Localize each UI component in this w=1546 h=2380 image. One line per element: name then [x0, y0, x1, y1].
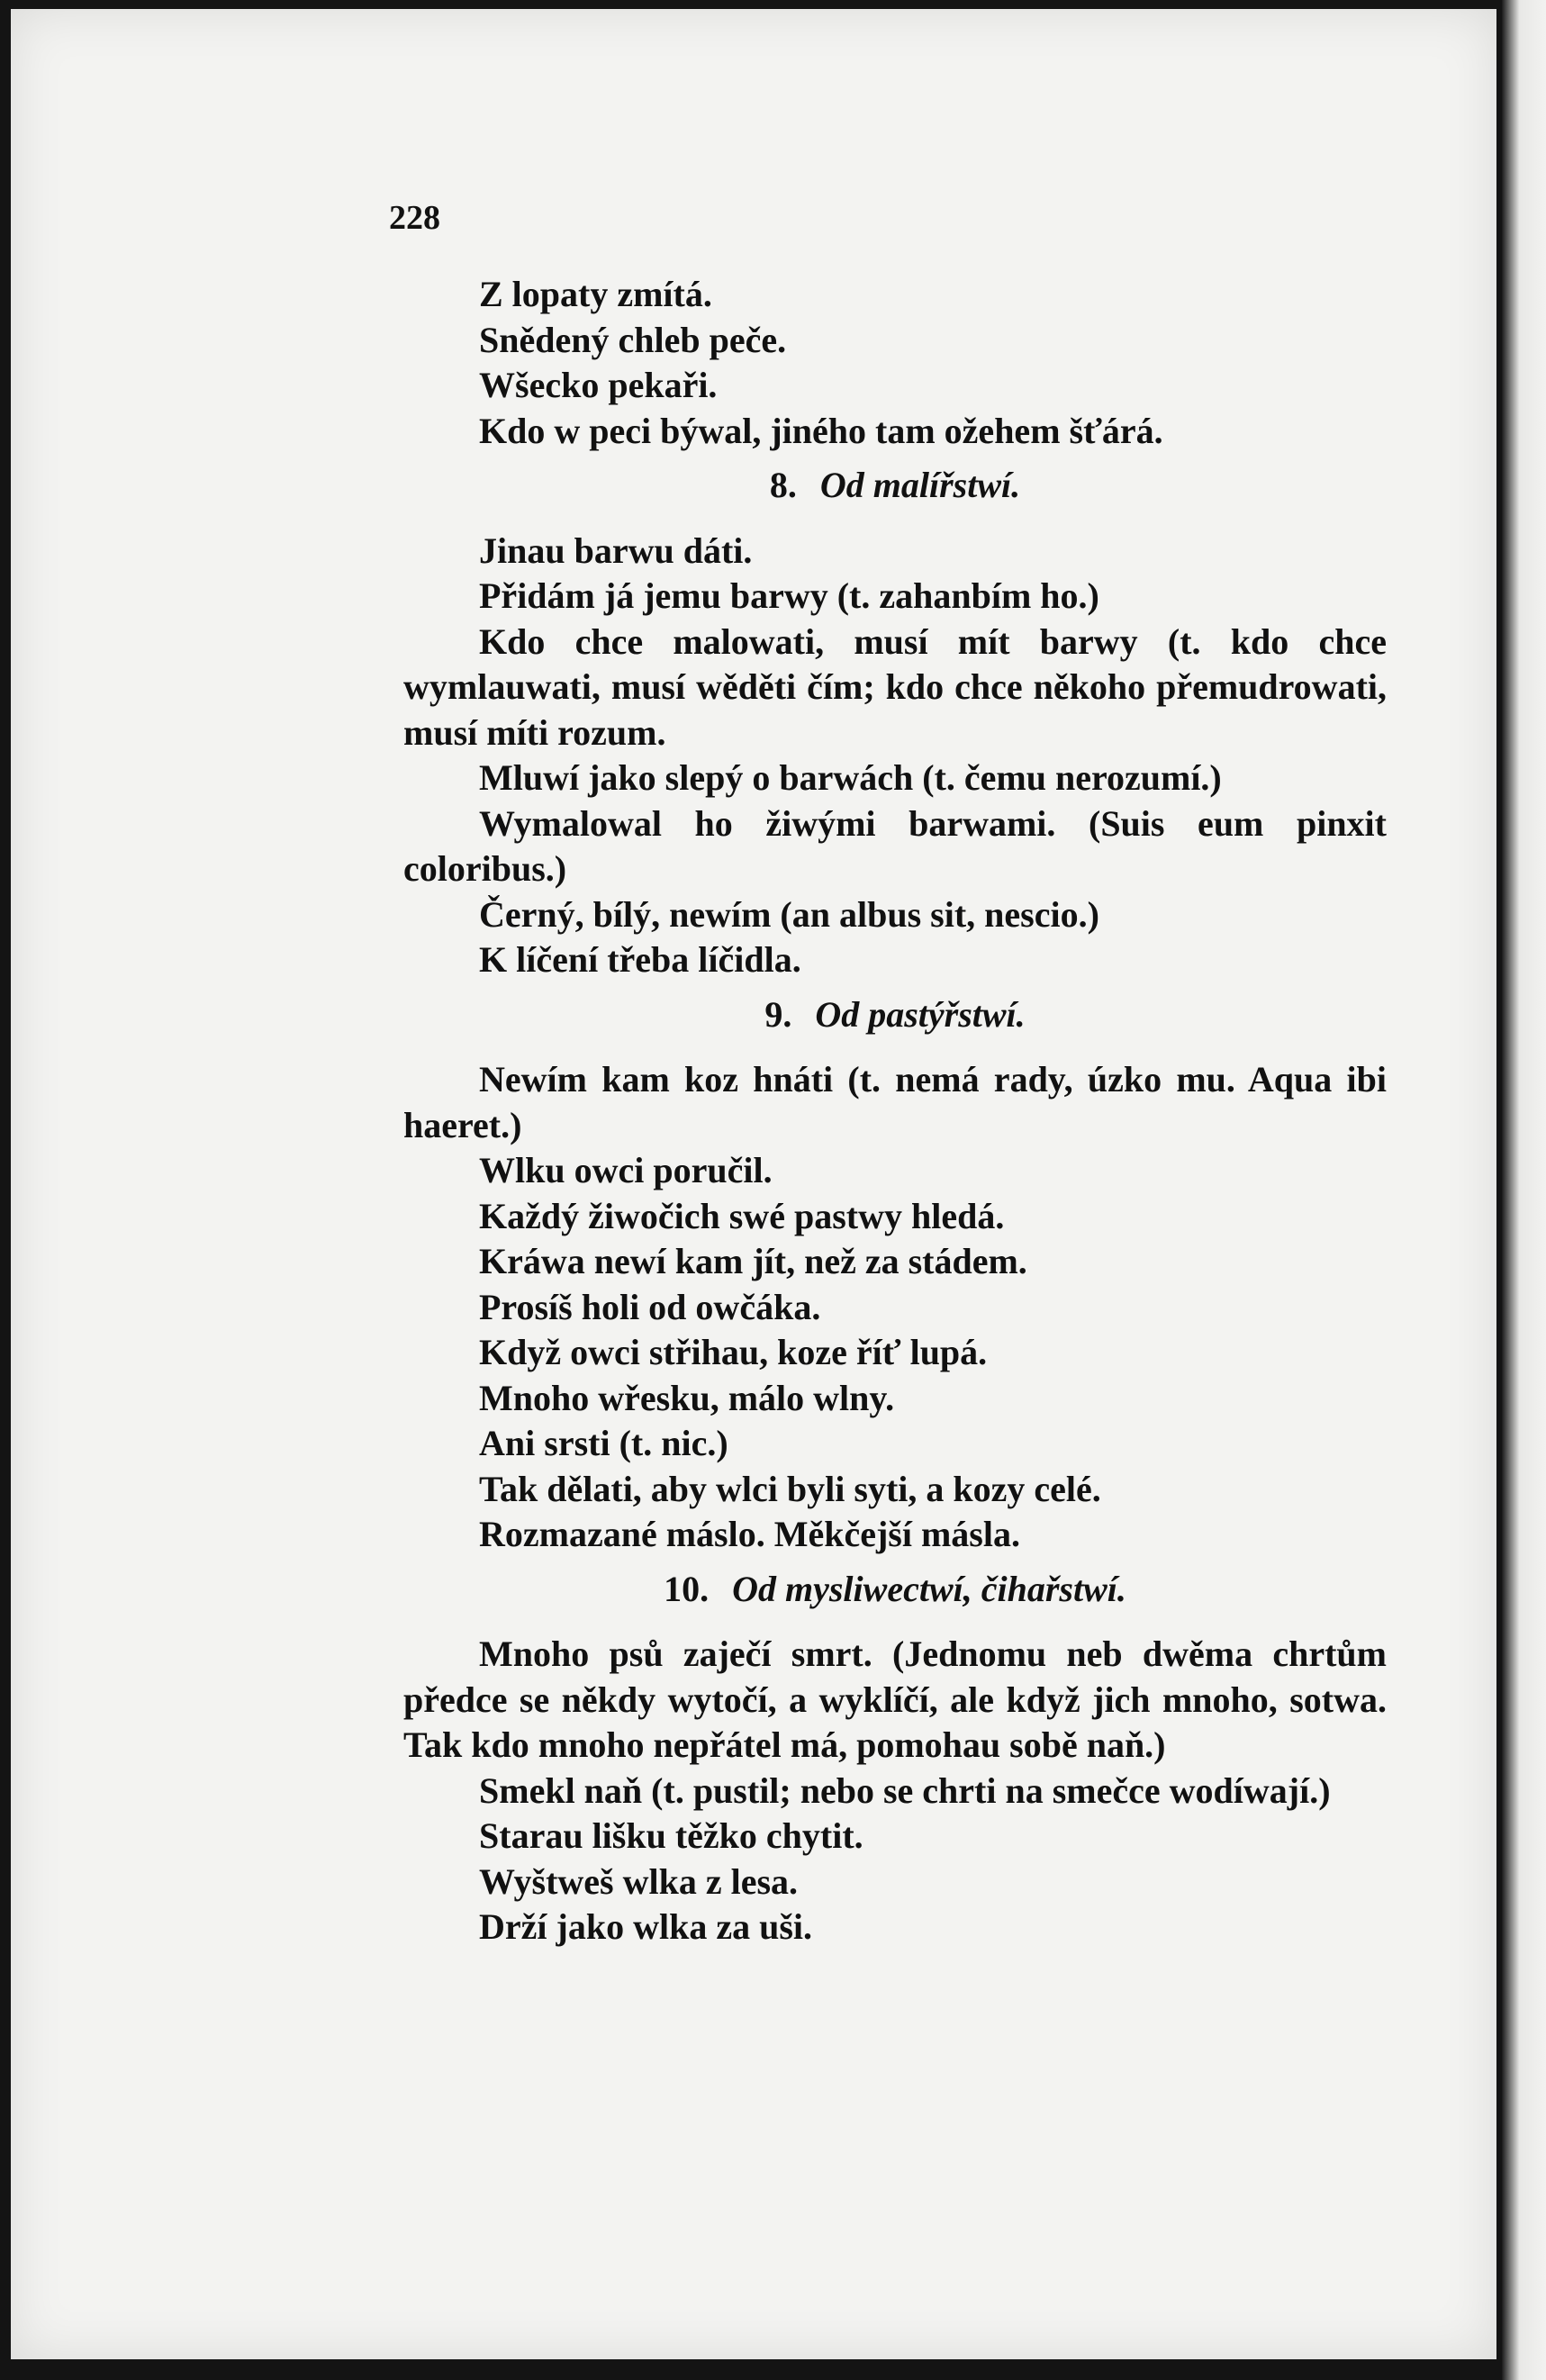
- section-title: Od mysliwectwí, čihařstwí.: [732, 1568, 1126, 1609]
- proverb-line: Snědený chleb peče.: [479, 319, 787, 360]
- proverb-line: Tak dělati, aby wlci byli syti, a kozy celé.: [479, 1468, 1101, 1509]
- section-title: Od malířstwí.: [819, 465, 1021, 505]
- proverb-line: K líčení třeba líčidla.: [479, 939, 801, 980]
- page-number: 228: [389, 199, 440, 237]
- section-heading-8: [403, 463, 1387, 509]
- proverb-line: Černý, bílý, newím (an albus sit, nescio.): [479, 893, 1099, 935]
- proverb-line: Přidám já jemu barwy (t. zahanbím ho.): [479, 575, 1099, 616]
- proverb-line: Z lopaty zmítá.: [479, 274, 712, 314]
- proverb-line: Wyštweš wlka z lesa.: [479, 1860, 799, 1902]
- proverb-line: Wlku owci poručil.: [479, 1150, 773, 1190]
- section-number: 10.: [664, 1568, 710, 1609]
- proverb-line: Drží jako wlka za uši.: [479, 1906, 812, 1947]
- proverb-line: Prosíš holi od owčáka.: [479, 1286, 821, 1327]
- proverb-line: Newím kam koz hnáti (t. nemá rady, úzko mu. Aqua ibi haeret.): [403, 1059, 1387, 1145]
- proverb-line: Wšecko pekaři.: [479, 365, 718, 405]
- book-page: [11, 9, 1496, 2359]
- proverb-line: Rozmazané máslo. Měkčejší másla.: [479, 1514, 1020, 1554]
- proverb-line: Smekl naň (t. pustil; nebo se chrti na smečce wodíwají.): [479, 1769, 1331, 1811]
- section-number: 9.: [764, 993, 792, 1035]
- proverb-line: Mnoho psů zaječí smrt. (Jednomu neb dwěma chrtům předce se někdy wytočí, a wyklíčí, ale když jich mnoho, sotwa. Tak kdo mnoho nepřátel má, pomohau sobě naň.): [403, 1633, 1387, 1765]
- proverb-line: Mnoho wřesku, málo wlny.: [479, 1377, 895, 1418]
- proverb-line: Mluwí jako slepý o barwách (t. čemu nerozumí.): [479, 757, 1222, 798]
- section-title: Od pastýřstwí.: [815, 993, 1026, 1035]
- proverb-line: Když owci střihau, koze říť lupá.: [479, 1332, 988, 1372]
- proverb-line: Každý žiwočich swé pastwy hledá.: [479, 1195, 1005, 1236]
- proverb-line: Jinau barwu dáti.: [479, 529, 753, 571]
- page-text: [403, 272, 1387, 1950]
- proverb-line: Kdo chce malowati, musí mít barwy (t. kdo chce wymlauwati, musí wěděti čím; kdo chce někoho přemudrowati, musí míti rozum.: [403, 620, 1387, 753]
- proverb-line: Ani srsti (t. nic.): [479, 1423, 728, 1463]
- proverb-line: Wymalowal ho žiwými barwami. (Suis eum pinxit coloribus.): [403, 802, 1387, 889]
- section-heading-10: [403, 1567, 1387, 1613]
- proverb-line: Starau lišku těžko chytit.: [479, 1815, 863, 1856]
- section-heading-9: [403, 992, 1387, 1038]
- proverb-line: Kdo w peci býwal, jiného tam ožehem šťárá.: [479, 410, 1163, 451]
- proverb-line: Kráwa newí kam jít, než za stádem.: [479, 1241, 1027, 1281]
- section-number: 8.: [769, 465, 797, 505]
- next-page-edge: [1502, 0, 1546, 2380]
